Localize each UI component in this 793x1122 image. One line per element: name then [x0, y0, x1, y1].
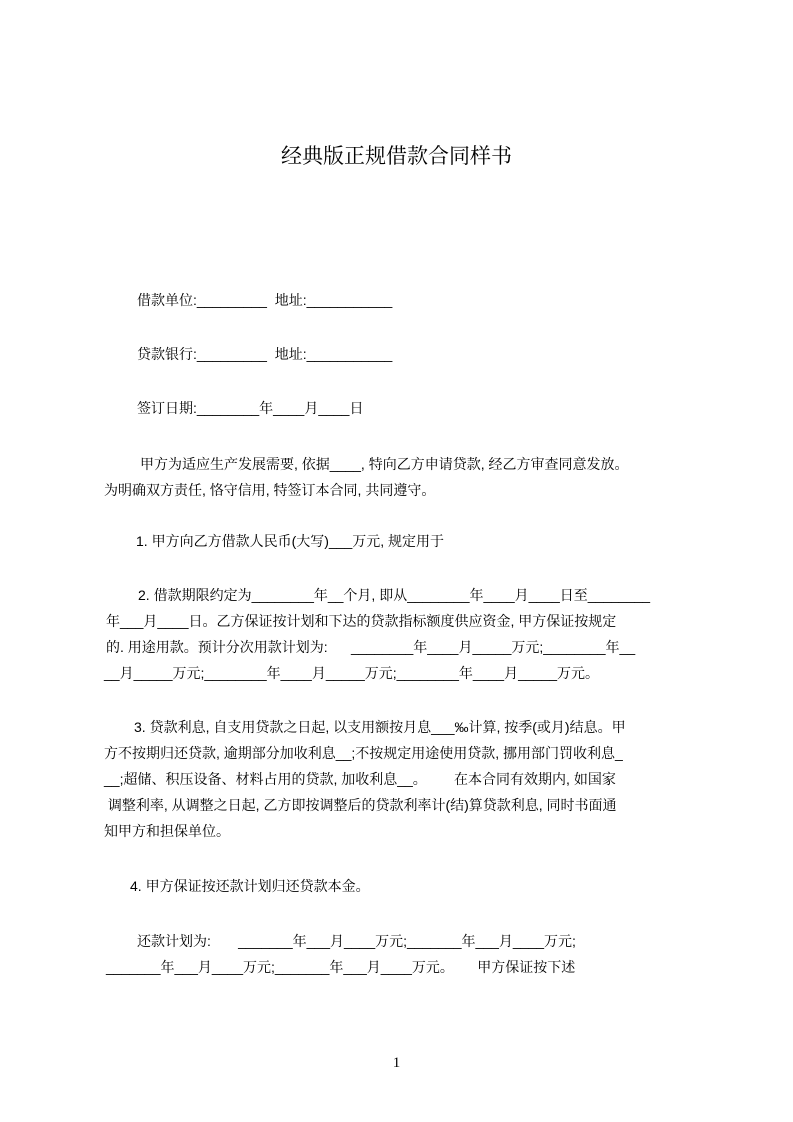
clause-1: 1. 甲方向乙方借款人民币(大写)___万元, 规定用于 [136, 533, 445, 549]
clause-3-line: __;超储、积压设备、材料占用的贷款, 加收利息__。 在本合同有效期内, 如国家 [104, 771, 616, 787]
lender-field-line: 贷款银行:_________ 地址:___________ [137, 346, 393, 362]
preamble-line: 甲方为适应生产发展需要, 依据____, 特向乙方申请贷款, 经乙方审查同意发放。 [140, 456, 629, 472]
borrower-field-line: 借款单位:_________ 地址:___________ [137, 292, 393, 308]
clause-3-line: 方不按期归还贷款, 逾期部分加收利息__;不按规定用途使用贷款, 挪用部门罚收利息_ [104, 745, 623, 761]
clause-2-line: 2. 借款期限约定为________年__个月, 即从________年____月____日至________ [138, 587, 651, 603]
repayment-line: 还款计划为: _______年___月____万元;_______年___月____万元; [137, 933, 576, 949]
sign-date-line: 签订日期:________年____月____日 [137, 400, 364, 416]
repayment-line: _______年___月____万元;_______年___月____万元。 甲方保证按下述 [106, 959, 576, 975]
preamble-line: 为明确双方责任, 恪守信用, 特签订本合同, 共同遵守。 [104, 482, 436, 498]
page-number: 1 [392, 1055, 401, 1071]
clause-2-line: 年___月____日。乙方保证按计划和下达的贷款指标额度供应资金, 甲方保证按规定 [106, 613, 617, 629]
clause-3-line: 3. 贷款利息, 自支用贷款之日起, 以支用额按月息___‰计算, 按季(或月)结息。甲 [134, 719, 626, 735]
clause-2-line: 的. 用途用款。预计分次用款计划为: ________年____月_____万元;________年__ [106, 639, 636, 655]
clause-3-line: 调整利率, 从调整之日起, 乙方即按调整后的贷款利率计(结)算贷款利息, 同时书面通 [104, 797, 617, 813]
clause-3-line: 知甲方和担保单位。 [104, 823, 230, 839]
document-title: 经典版正规借款合同样书 [281, 145, 512, 168]
clause-2-line: __月_____万元;________年____月_____万元;________年____月_____万元。 [104, 665, 600, 681]
clause-4: 4. 甲方保证按还款计划归还贷款本金。 [130, 878, 370, 894]
